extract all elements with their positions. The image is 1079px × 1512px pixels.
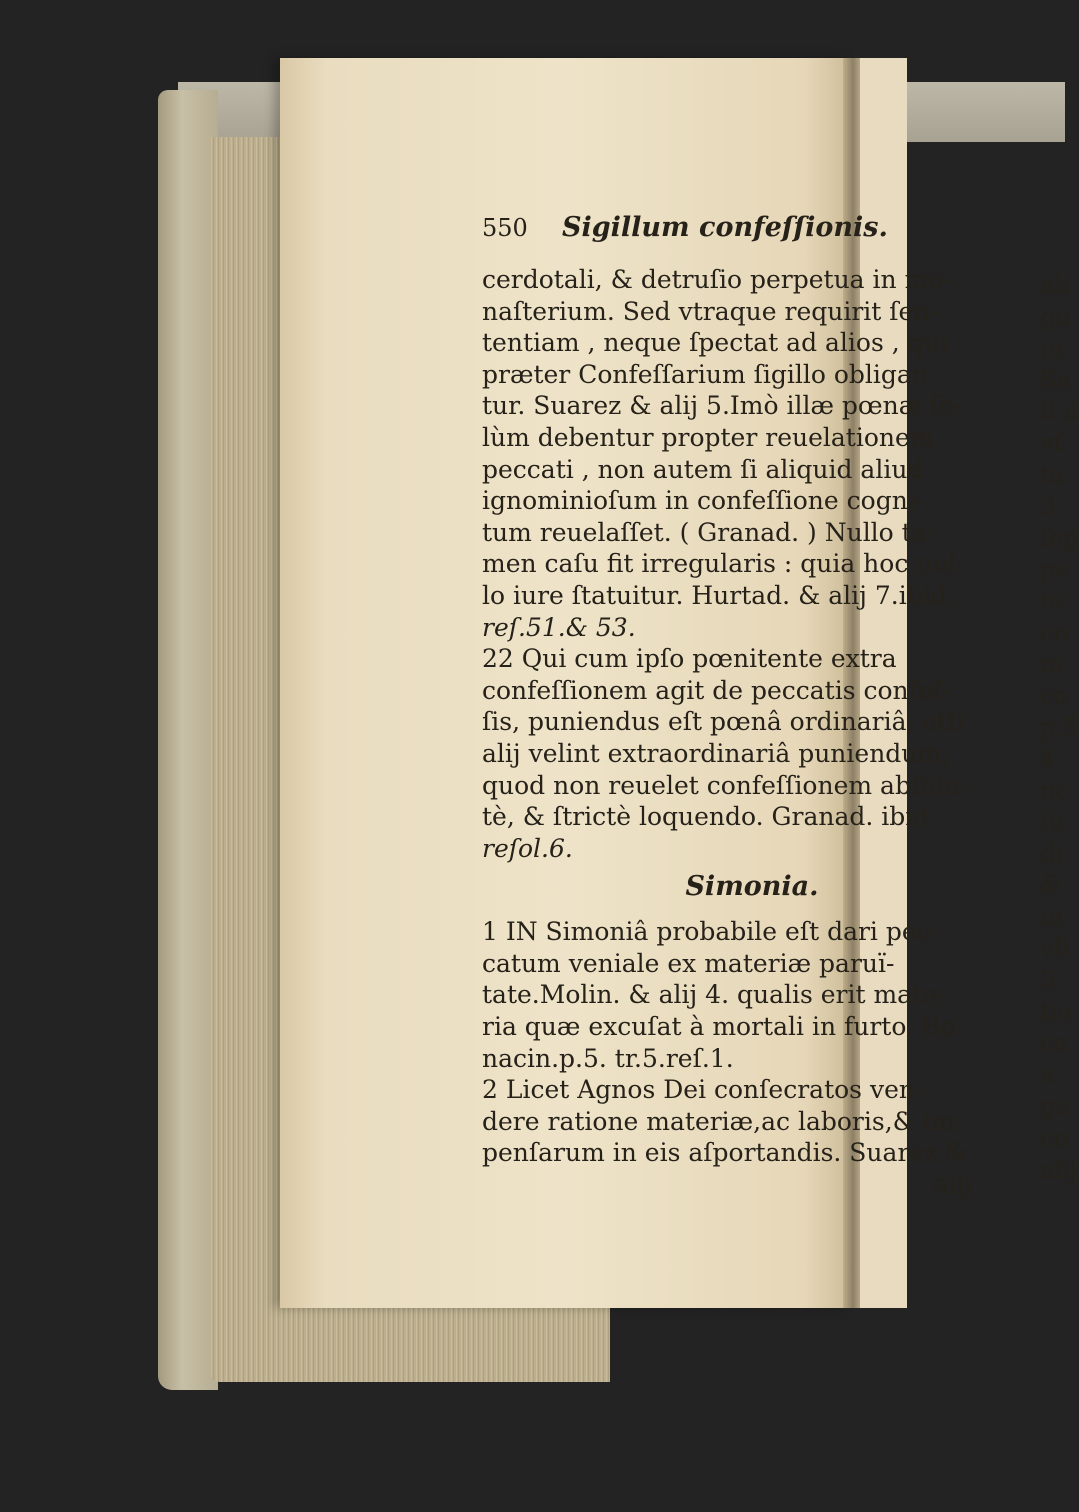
text-line: confeſſionem agit de peccatis confeſ-: [482, 675, 951, 705]
section-title: Simonia.: [685, 871, 819, 903]
text-line: tè, & ſtrictè loquendo. Granad. ibid.: [482, 802, 938, 832]
text-line: alij velint extraordinariâ puniendum;: [482, 738, 950, 768]
fragment-line: 4: [1040, 744, 1056, 773]
page-header: [482, 212, 982, 264]
book-spine: [158, 90, 218, 1390]
fragment-line: &: [1040, 871, 1062, 900]
text-line: reſol.6.: [482, 833, 573, 863]
text-line: ſis, puniendus eſt pœnâ ordinariâ, etſi: [482, 707, 965, 737]
text-line: præter Confeſſarium ſigillo obligan-: [482, 359, 937, 389]
text-line: catum veniale ex materiæ paruï-: [482, 948, 895, 978]
running-head: Sigillum confeſſionis.: [562, 212, 888, 243]
text-line: nacin.p.5. tr.5.reſ.1.: [482, 1043, 734, 1073]
text-line: peccati , non autem ſi aliquid aliud: [482, 454, 924, 484]
text-line: 2 Licet Agnos Dei conſecratos ven-: [482, 1075, 924, 1105]
fragment-line: tio: [1040, 997, 1072, 1026]
text-line: lùm debentur propter reuelationem: [482, 422, 934, 452]
text-line: cerdotali, & detruſio perpetua in mo-: [482, 265, 952, 294]
text-line: lo iure ſtatuitur. Hurtad. & alij 7.ibid.: [482, 580, 955, 610]
fragment-line: pi: [1040, 334, 1064, 363]
fragment-line: ce: [1040, 1029, 1068, 1058]
text-line: dere ratione materiæ,ac laboris,& im-: [482, 1106, 964, 1136]
fragment-line: vll: [1040, 934, 1069, 963]
fragment-line: ſi a: [1040, 397, 1079, 426]
text-line: naſterium. Sed vtraque requirit ſen-: [482, 296, 938, 326]
fragment-line: te: [1040, 586, 1064, 615]
fragment-line: co: [1040, 1124, 1068, 1153]
fragment-line: ga: [1040, 1092, 1070, 1121]
fragment-line: qu: [1040, 302, 1071, 331]
text-line: ignominioſum in confeſſione cogni-: [482, 486, 925, 516]
fragment-line: alij: [1040, 1155, 1078, 1184]
catchword: alij: [933, 1170, 972, 1200]
body-text: [482, 264, 982, 864]
page-text: [482, 212, 982, 1201]
text-line: tur. Suarez & alij 5.Imò illæ pœnæ ſo-: [482, 391, 963, 421]
fragment-line: vſ: [1040, 428, 1063, 457]
fragment-line: in: [1040, 902, 1064, 931]
text-line: ria quæ excuſat à mortali in furto. Bo-: [482, 1012, 964, 1042]
fragment-line: co: [1040, 618, 1068, 647]
text-line: men caſu fit irregularis : quia hoc nul-: [482, 549, 965, 579]
fragment-line: ſu: [1040, 808, 1065, 837]
fragment-line: ali: [1040, 271, 1070, 299]
text-line: quod non reuelet confeſſionem abſolu-: [482, 770, 968, 800]
page-number: 550: [482, 214, 528, 242]
text-line: reſ.51.& 53.: [482, 612, 636, 642]
fragment-line: di: [1040, 839, 1064, 868]
fragment-line: co: [1040, 681, 1068, 710]
fragment-line: pe: [1040, 555, 1070, 584]
text-line: tentiam , neque ſpectat ad alios , qui: [482, 328, 948, 358]
fragment-line: nc: [1040, 776, 1069, 805]
fragment-line: v.: [1040, 1060, 1059, 1089]
fragment-line: ta: [1040, 460, 1064, 489]
fragment-line: 5: [1040, 966, 1056, 995]
section-text: [482, 916, 982, 1169]
facing-page-fragments: [1040, 270, 1079, 1186]
text-line: penſarum in eis aſportandis. Suarez &: [482, 1138, 968, 1168]
text-line: tate.Molin. & alij 4. qualis erit mate-: [482, 980, 946, 1010]
text-line: 1 IN Simoniâ probabile eſt dari pec-: [482, 917, 940, 947]
fragment-line: p.5: [1040, 713, 1079, 742]
fragment-line: m: [1040, 650, 1063, 679]
text-line: tum reuelaſſet. ( Granad. ) Nullo ta-: [482, 517, 936, 547]
fragment-line: ſep: [1040, 523, 1079, 552]
text-line: 22 Qui cum ipſo pœnitente extra: [482, 644, 897, 674]
fragment-line: 3: [1040, 492, 1056, 521]
fragment-line: Sa: [1040, 365, 1071, 394]
